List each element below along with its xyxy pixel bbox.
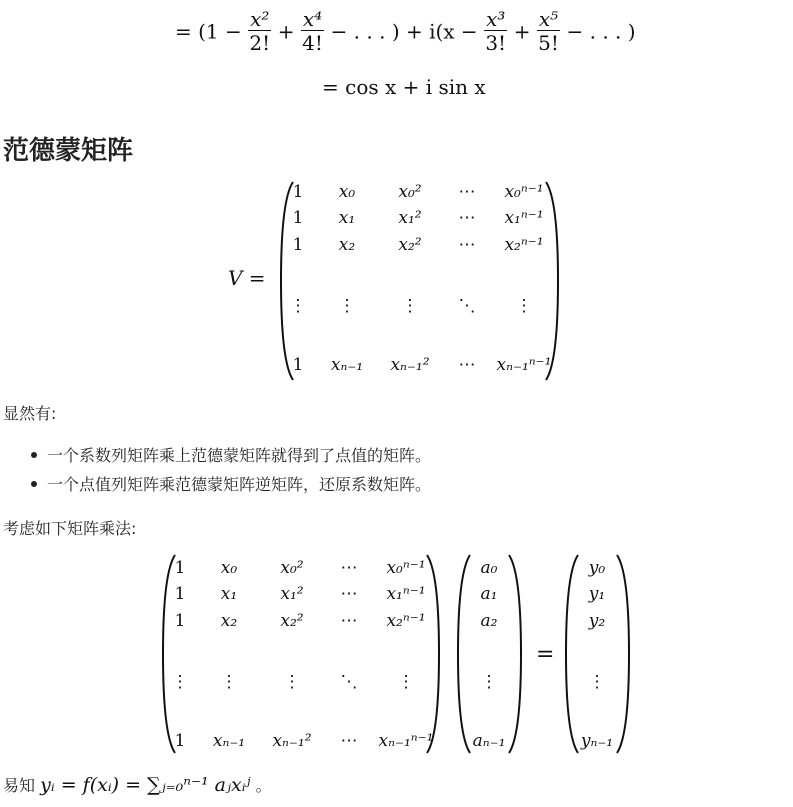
- product-matrix-cell: x₁ⁿ⁻¹: [386, 584, 426, 604]
- product-matrix-cell: ⋯: [340, 558, 358, 578]
- product-matrix-cell: x₂ⁿ⁻¹: [386, 611, 426, 631]
- vandermonde-cell: ⋮: [515, 296, 533, 316]
- product-matrix-cell: 1: [174, 584, 186, 604]
- obviously-label: 显然有:: [3, 404, 57, 423]
- product-matrix-cell: xₙ₋₁: [212, 731, 246, 751]
- product-matrix-cell: 1: [174, 611, 186, 631]
- conclusion-formula: yᵢ = f(xᵢ) = ∑ⱼ₌₀ⁿ⁻¹ aⱼxᵢʲ: [40, 774, 251, 796]
- product-matrix-cell: x₀²: [280, 558, 304, 578]
- product-matrix-cell: xₙ₋₁²: [272, 731, 312, 751]
- vandermonde-cell: x₁ⁿ⁻¹: [504, 208, 544, 228]
- product-matrix-cell: ⋯: [340, 611, 358, 631]
- vandermonde-cell: 1: [292, 235, 304, 255]
- y-vector-cell: ⋮: [588, 672, 606, 692]
- vandermonde-cell: xₙ₋₁²: [390, 355, 430, 375]
- conclusion-line: [3, 773, 272, 796]
- vandermonde-cell: xₙ₋₁: [330, 355, 364, 375]
- vandermonde-cell: x₁: [338, 208, 356, 228]
- bullet-dot: [31, 481, 37, 487]
- vandermonde-cell: x₀ⁿ⁻¹: [504, 182, 544, 202]
- fraction-x4-over-4: $\frac{\text{x⁴}}{4!}$: [302, 7, 323, 55]
- plus-sign: +: [277, 19, 295, 44]
- conclusion-prefix: 易知: [3, 776, 36, 795]
- vandermonde-cell: x₂ⁿ⁻¹: [504, 235, 544, 255]
- equals-sign: =: [536, 642, 555, 667]
- plus-sign-2: +: [513, 19, 531, 44]
- a-vector-cell: a₂: [480, 611, 498, 631]
- product-matrix-cell: ⋮: [283, 672, 301, 692]
- product-matrix-cell: 1: [174, 558, 186, 578]
- conclusion-suffix: 。: [255, 776, 272, 795]
- product-matrix-cell: ⋯: [340, 731, 358, 751]
- euler-middle: − . . . ) + i(x −: [330, 19, 478, 44]
- y-vector-cell: y₀: [588, 558, 606, 578]
- a-vector-cell: a₁: [480, 584, 498, 604]
- euler-result-line: = cos x + i sin x: [322, 75, 486, 99]
- vandermonde-cell: 1: [292, 182, 304, 202]
- consider-label: 考虑如下矩阵乘法:: [3, 519, 137, 538]
- euler-suffix: − . . . ): [566, 19, 636, 44]
- vandermonde-lhs: V =: [228, 266, 266, 290]
- vandermonde-cell: 1: [292, 208, 304, 228]
- vandermonde-cell: 1: [292, 355, 304, 375]
- vandermonde-cell: x₀: [338, 182, 356, 202]
- product-matrix-cell: xₙ₋₁ⁿ⁻¹: [378, 731, 434, 751]
- vandermonde-cell: ⋯: [458, 208, 476, 228]
- vandermonde-cell: x₀²: [398, 182, 422, 202]
- vandermonde-cell: ⋱: [458, 296, 476, 316]
- vandermonde-cell: xₙ₋₁ⁿ⁻¹: [496, 355, 552, 375]
- product-matrix-cell: x₀ⁿ⁻¹: [386, 558, 426, 578]
- product-matrix-cell: x₁: [220, 584, 238, 604]
- euler-prefix: = (1 −: [175, 19, 242, 44]
- euler-expansion-line: [175, 8, 636, 64]
- product-matrix-cell: x₂: [220, 611, 238, 631]
- fraction-x5-over-5: $\frac{\text{x⁵}}{5!}$: [538, 7, 559, 55]
- product-matrix-cell: ⋯: [340, 584, 358, 604]
- y-vector-cell: yₙ₋₁: [580, 731, 614, 751]
- vandermonde-cell: ⋯: [458, 182, 476, 202]
- fraction-x2-over-2: $\frac{\text{x²}}{2!}$: [249, 7, 271, 55]
- vandermonde-cell: ⋮: [289, 296, 307, 316]
- y-vector-cell: y₂: [588, 611, 606, 631]
- a-vector-cell: a₀: [480, 558, 498, 578]
- vandermonde-cell: ⋮: [401, 296, 419, 316]
- product-matrix-cell: ⋮: [171, 672, 189, 692]
- a-vector-cell: aₙ₋₁: [472, 731, 506, 751]
- product-matrix-cell: x₁²: [280, 584, 304, 604]
- product-matrix-cell: x₂²: [280, 611, 304, 631]
- product-matrix-cell: ⋮: [220, 672, 238, 692]
- vandermonde-cell: x₂: [338, 235, 356, 255]
- vandermonde-cell: x₁²: [398, 208, 422, 228]
- vandermonde-cell: ⋮: [338, 296, 356, 316]
- product-matrix-cell: 1: [174, 731, 186, 751]
- product-matrix-cell: ⋱: [340, 672, 358, 692]
- vandermonde-cell: ⋯: [458, 355, 476, 375]
- bullet-dot: [31, 452, 37, 458]
- y-vector-cell: y₁: [588, 584, 606, 604]
- vandermonde-cell: ⋯: [458, 235, 476, 255]
- product-matrix-cell: x₀: [220, 558, 238, 578]
- fraction-x3-over-3: $\frac{\text{x³}}{3!}$: [485, 7, 507, 55]
- a-vector-cell: ⋮: [480, 672, 498, 692]
- product-matrix-cell: ⋮: [397, 672, 415, 692]
- vandermonde-cell: x₂²: [398, 235, 422, 255]
- section-title: 范德蒙矩阵: [3, 136, 134, 166]
